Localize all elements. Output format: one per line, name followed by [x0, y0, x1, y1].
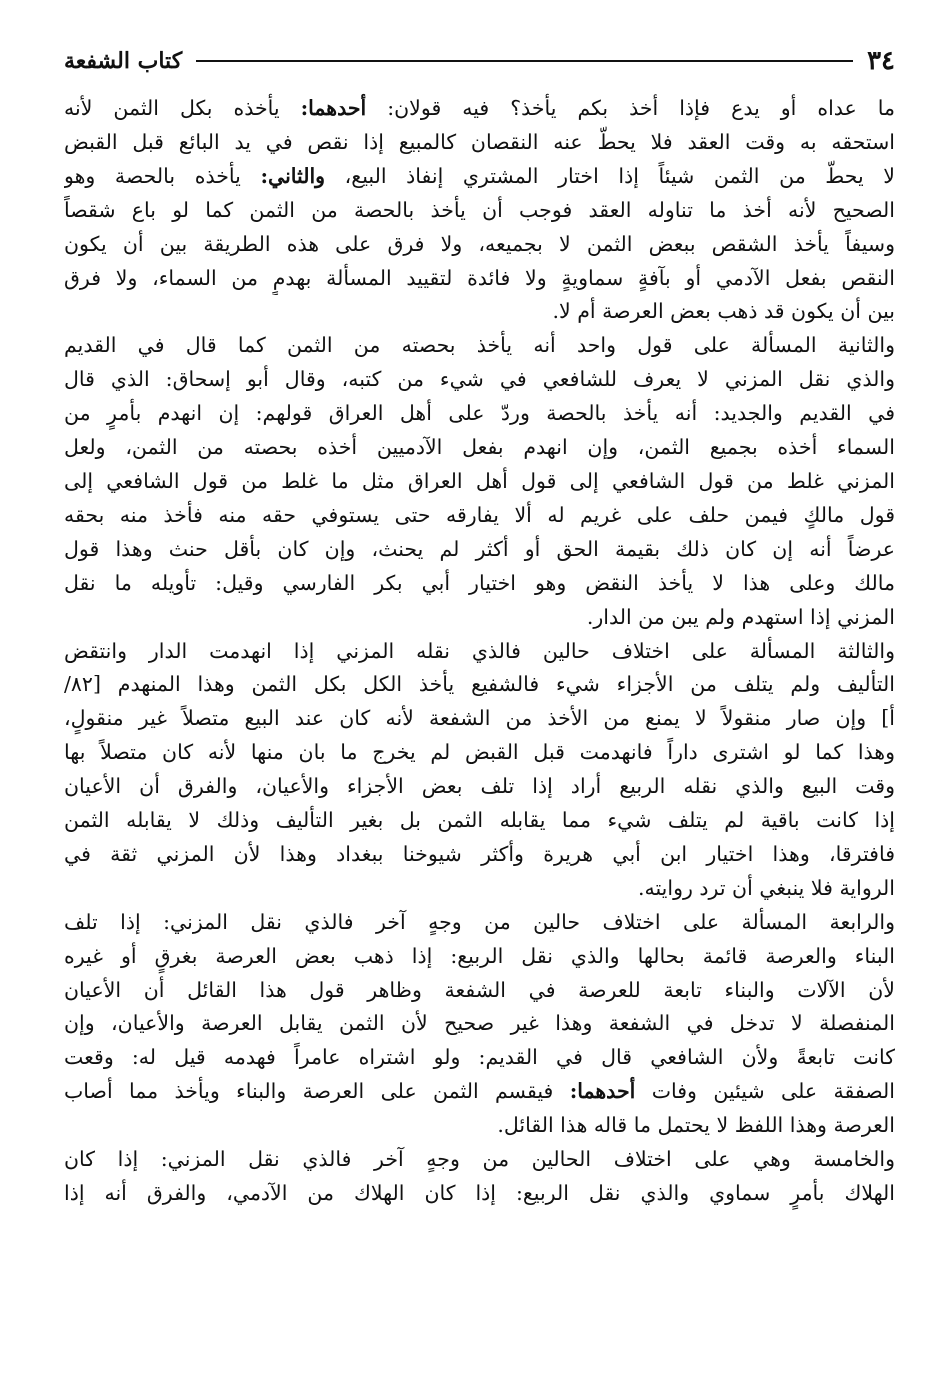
text-line: لأن الآلات والبناء تابعة للعرصة في الشفعة وظاهر قول هذا القائل أن الأعيان: [64, 977, 895, 1002]
text-line: التأليف ولم يتلف من الأجزاء شيء فالشفيع يأخذ الكل بكل الثمن وهذا المنهدم [٨٢/: [64, 672, 895, 697]
text-line: بين أن يكون قد ذهب بعض العرصة أم لا.: [552, 299, 895, 324]
text-line: كانت تابعةً ولأن الشافعي قال في القديم: ولو اشتراه عامراً فهدمه قيل له: وقعت: [64, 1045, 895, 1070]
text-line: أ] وإن صار منقولاً لا يمنع من الأخذ من الشفعة لأنه كان عند البيع متصلاً غير منقولٍ،: [64, 706, 895, 731]
text-line: فافترقا، وهذا اختيار ابن أبي هريرة وأكثر شيوخنا ببغداد وهذا لأن المزني ثقة في: [64, 841, 895, 866]
body-text: [64, 92, 895, 1211]
text-line: والثانية المسألة على قول واحد أنه يأخذ بحصته من الثمن كما قال في القديم: [64, 333, 895, 358]
text-line: المزني غلط من قول الشافعي إلى قول أهل العراق مثل ما غلط من قول الشافعي إلى: [64, 468, 895, 493]
text-line: السماء أخذه بجميع الثمن، وإن انهدم بفعل الآدميين أخذه بحصته من الثمن، ولعل: [64, 435, 895, 460]
text-line: في القديم والجديد: أنه يأخذ بالحصة وردّ على أهل العراق قولهم: إن انهدم بأمرٍ من: [64, 401, 895, 426]
text-line: وقت البيع والذي نقله الربيع أراد إذا تلف بعض الأجزاء والأعيان، والفرق أن الأعيان: [64, 774, 895, 799]
text-line: المنفصلة لا تدخل في الشفعة وهذا غير صحيح لأن الثمن يقابل العرصة والأعيان، وإن: [64, 1011, 895, 1036]
text-line: وسيفاً يأخذ الشقص ببعض الثمن لا بجميعه، ولا فرق على هذه الطريقة بين أن يكون: [64, 231, 895, 256]
text-line: استحقه به وقت العقد فلا يحطّ عنه النقصان كالمبيع إذا نقص في يد البائع قبل القبض: [64, 129, 895, 154]
paragraph-4: [64, 906, 895, 1143]
text-line: الرواية فلا ينبغي أن ترد روايته.: [637, 875, 895, 900]
text-line: ما عداه أو يدع فإذا أخذ بكم يأخذ؟ فيه قولان: أحدهما: يأخذه بكل الثمن لأنه: [64, 96, 895, 120]
text-line: وهذا كما لو اشترى داراً فانهدمت قبل القبض لم يخرج ما بان منها لأنه كان متصلاً بها: [64, 740, 895, 765]
text-line: الصفقة على شيئين وفات أحدهما: فيقسم الثمن على العرصة والبناء ويأخذ مما أصاب: [64, 1079, 895, 1104]
text-line: العرصة وهذا اللفظ لا يحتمل ما قاله هذا القائل.: [497, 1113, 895, 1138]
text-line: مالك وعلى هذا لا يأخذ النقض وهو اختيار أبي بكر الفارسي وقيل: تأويله ما نقل: [64, 570, 895, 595]
paragraph-5: [64, 1143, 895, 1211]
text-line: لا يحطّ من الثمن شيئاً إذا اختار المشتري إنفاذ البيع، والثاني: يأخذه بالحصة وهو: [64, 163, 895, 188]
header-rule: [196, 60, 853, 62]
text-line: الهلاك بأمرٍ سماوي والذي نقل الربيع: إذا كان الهلاك من الآدمي، والفرق أنه إذا: [64, 1181, 895, 1205]
text-line: النقص بفعل الآدمي أو بآفةٍ سماويةٍ ولا فائدة لتقييد المسألة بهدمٍ من السماء، ولا فرق: [64, 265, 895, 290]
text-line: والخامسة وهي على اختلاف الحالين من وجهٍ آخر فالذي نقل المزني: إذا كان: [64, 1147, 895, 1172]
text-line: قول مالكٍ فيمن حلف على غريم له ألا يفارقه حتى يستوفي حقه منه فأخذ منه بحقه: [64, 502, 895, 527]
text-line: والثالثة المسألة على اختلاف حالين فالذي نقله المزني إذا انهدمت الدار وانتقض: [64, 638, 895, 663]
page-number: ٣٤: [867, 46, 895, 76]
text-line: المزني إذا استهدم ولم يبن من الدار.: [586, 604, 895, 629]
paragraph-3: [64, 635, 895, 906]
running-title: كتاب الشفعة: [64, 48, 183, 74]
text-line: الصحيح لأنه أخذ ما تناوله العقد فوجب أن يأخذ بالحصة من الثمن كما لو باع شقصاً: [64, 197, 895, 222]
text-line: والرابعة المسألة على اختلاف حالين من وجهٍ آخر فالذي نقل المزني: إذا تلف: [64, 909, 895, 934]
paragraph-1: [64, 92, 895, 329]
paragraph-2: [64, 329, 895, 634]
text-line: والذي نقل المزني لا يعرف للشافعي في شيء من كتبه، وقال أبو إسحاق: الذي قال: [64, 367, 895, 392]
text-line: البناء والعرصة قائمة بحالها والذي نقل الربيع: إذا ذهب بعض العرصة بغرقٍ أو غيره: [64, 943, 895, 968]
page-header: [64, 40, 895, 82]
text-line: عرضاً أنه إن كان ذلك بقيمة الحق أو أكثر لم يحنث، وإن كان بأقل حنث وهذا قول: [64, 536, 895, 561]
text-line: إذا كانت باقية لم يتلف شيء مما يقابله الثمن بل بغير التأليف وذلك لا يقابله الثمن: [64, 808, 895, 833]
